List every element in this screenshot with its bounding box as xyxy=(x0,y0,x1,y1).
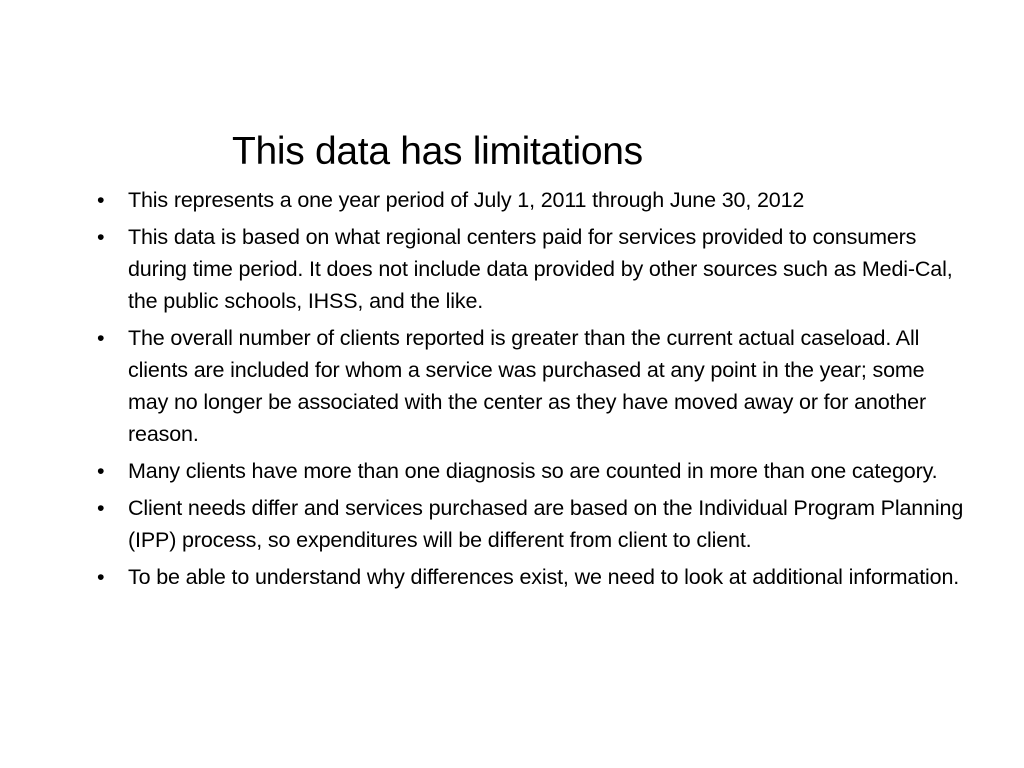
bullet-item xyxy=(97,322,967,450)
bullet-item xyxy=(97,455,967,487)
bullet-dot-icon: • xyxy=(97,496,105,520)
slide-title: This data has limitations xyxy=(232,130,643,174)
bullet-item xyxy=(97,221,967,317)
bullet-list xyxy=(97,184,967,598)
bullet-dot-icon: • xyxy=(97,225,105,249)
bullet-dot-icon: • xyxy=(97,565,105,589)
bullet-dot-icon: • xyxy=(97,188,105,212)
bullet-text: This data is based on what regional centers paid for services provided to consumers during time period. It does not include data provided by other sources such as Medi-Cal, the public schools, IHSS, and the like. xyxy=(128,225,953,313)
bullet-item xyxy=(97,561,967,593)
bullet-text: To be able to understand why differences exist, we need to look at additional information. xyxy=(128,565,960,589)
bullet-text: The overall number of clients reported is greater than the current actual caseload. All clients are included for whom a service was purchased at any point in the year; some may no longer be associated with the center as they have moved away or for another reason. xyxy=(128,326,926,446)
bullet-item xyxy=(97,492,967,556)
bullet-item xyxy=(97,184,967,216)
bullet-dot-icon: • xyxy=(97,459,105,483)
bullet-text: Client needs differ and services purchased are based on the Individual Program Planning (IPP) process, so expenditures will be different from client to client. xyxy=(128,496,964,552)
bullet-text: Many clients have more than one diagnosis so are counted in more than one category. xyxy=(128,459,938,483)
bullet-dot-icon: • xyxy=(97,326,105,350)
bullet-text: This represents a one year period of July 1, 2011 through June 30, 2012 xyxy=(128,188,805,212)
